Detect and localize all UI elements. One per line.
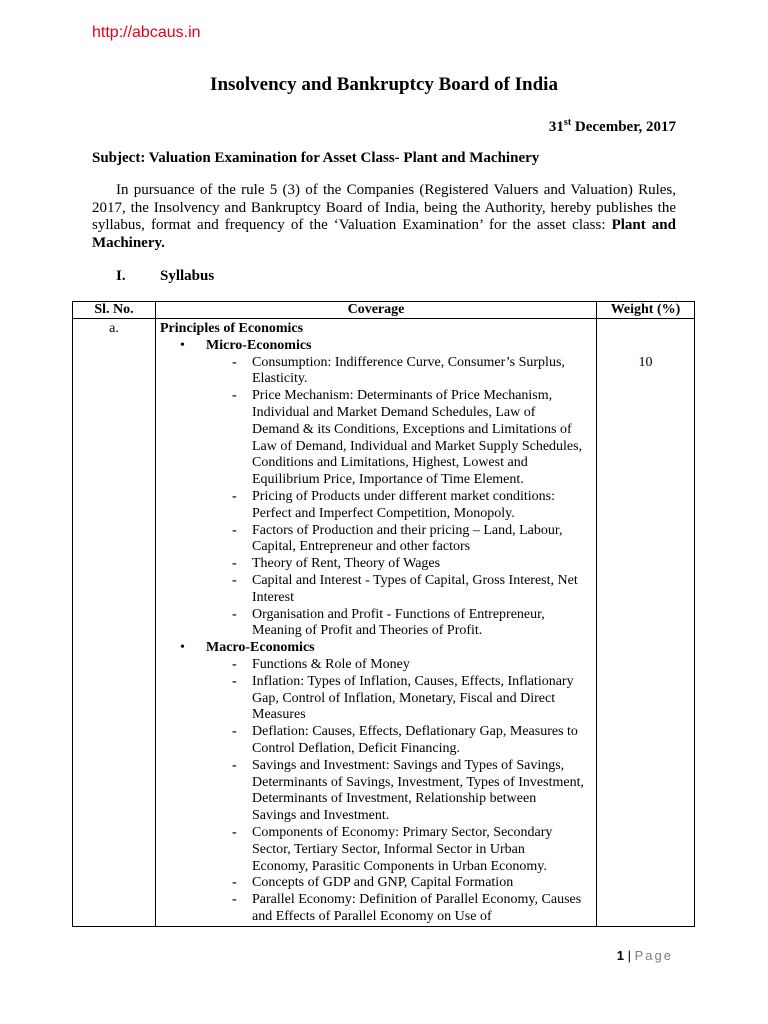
header-coverage: Coverage [156,302,597,319]
date-month-year: December, 2017 [571,119,676,135]
list-item: - Concepts of GDP and GNP, Capital Formation [252,875,592,892]
page-footer [617,948,673,963]
syllabus-table [72,301,695,927]
topic-heading: Principles of Economics [160,321,304,336]
list-item: - Savings and Investment: Savings and Types of Savings, Determinants of Savings, Investment, Types of Investment, Determinants of Investment, Relationship between Savings and Investment. [252,758,592,825]
page-label: Page [634,948,673,963]
page-number: 1 [616,948,625,963]
intro-paragraph [92,182,676,252]
header-weight: Weight (%) [597,302,695,319]
row-weight: 10 [597,319,695,927]
list-item: - Theory of Rent, Theory of Wages [252,556,592,573]
header-sl-no: Sl. No. [73,302,156,319]
row-coverage [156,319,597,927]
section-heading [116,268,214,285]
list-item: - Factors of Production and their pricing – Land, Labour, Capital, Entrepreneur and other factors [252,523,592,557]
watermark-url: http://abcaus.in [92,24,201,41]
list-item: - Functions & Role of Money [252,657,592,674]
list-item: - Inflation: Types of Inflation, Causes, Effects, Inflationary Gap, Control of Inflation, Monetary, Fiscal and Direct Measures [252,674,592,724]
list-item: - Components of Economy: Primary Sector, Secondary Sector, Tertiary Sector, Informal Sector in Urban Economy, Parasitic Components in Urban Economy. [252,825,592,875]
table-row [73,319,695,927]
list-item: - Organisation and Profit - Functions of Entrepreneur, Meaning of Profit and Theories of Profit. [252,607,592,641]
intro-asset-class: Plant and Machinery. [92,217,676,251]
document-date [549,117,676,136]
document-title: Insolvency and Bankruptcy Board of India [210,74,558,95]
row-sl-no: a. [73,319,156,927]
subtopic-macro-economics: • Macro-Economics [180,640,592,657]
list-item: - Consumption: Indifference Curve, Consumer’s Surplus, Elasticity. [252,355,592,389]
list-item: - Price Mechanism: Determinants of Price Mechanism, Individual and Market Demand Schedules, Law of Demand & its Conditions, Exceptions and Limitations of Law of Demand, Individual and Market Supply Schedules, Conditions and Limitations, Highest, Lowest and Equilibrium Price, Importance of Time Element. [252,388,592,489]
date-day: 31 [548,119,564,135]
table-header-row [73,302,695,319]
page-separator: | [624,948,635,963]
micro-economics-list [160,355,592,641]
list-item: - Parallel Economy: Definition of Parallel Economy, Causes and Effects of Parallel Economy on Use of [252,892,592,926]
date-suffix: st [563,117,572,128]
list-item: - Deflation: Causes, Effects, Deflationary Gap, Measures to Control Deflation, Deficit Financing. [252,724,592,758]
section-number: I. [116,268,126,284]
intro-text: In pursuance of the rule 5 (3) of the Companies (Registered Valuers and Valuation) Rules, 2017, the Insolvency and Bankruptcy Board of India, being the Authority, hereby publishes the syllabus, format and frequency of the ‘Valuation Examination’ for the asset class: [92,182,676,233]
macro-economics-list [160,657,592,926]
list-item: - Capital and Interest - Types of Capital, Gross Interest, Net Interest [252,573,592,607]
list-item: - Pricing of Products under different market conditions: Perfect and Imperfect Competition, Monopoly. [252,489,592,523]
section-title: Syllabus [160,268,215,284]
subtopic-micro-economics: • Micro-Economics [180,338,592,355]
subject-line: Subject: Valuation Examination for Asset Class- Plant and Machinery [92,150,540,166]
